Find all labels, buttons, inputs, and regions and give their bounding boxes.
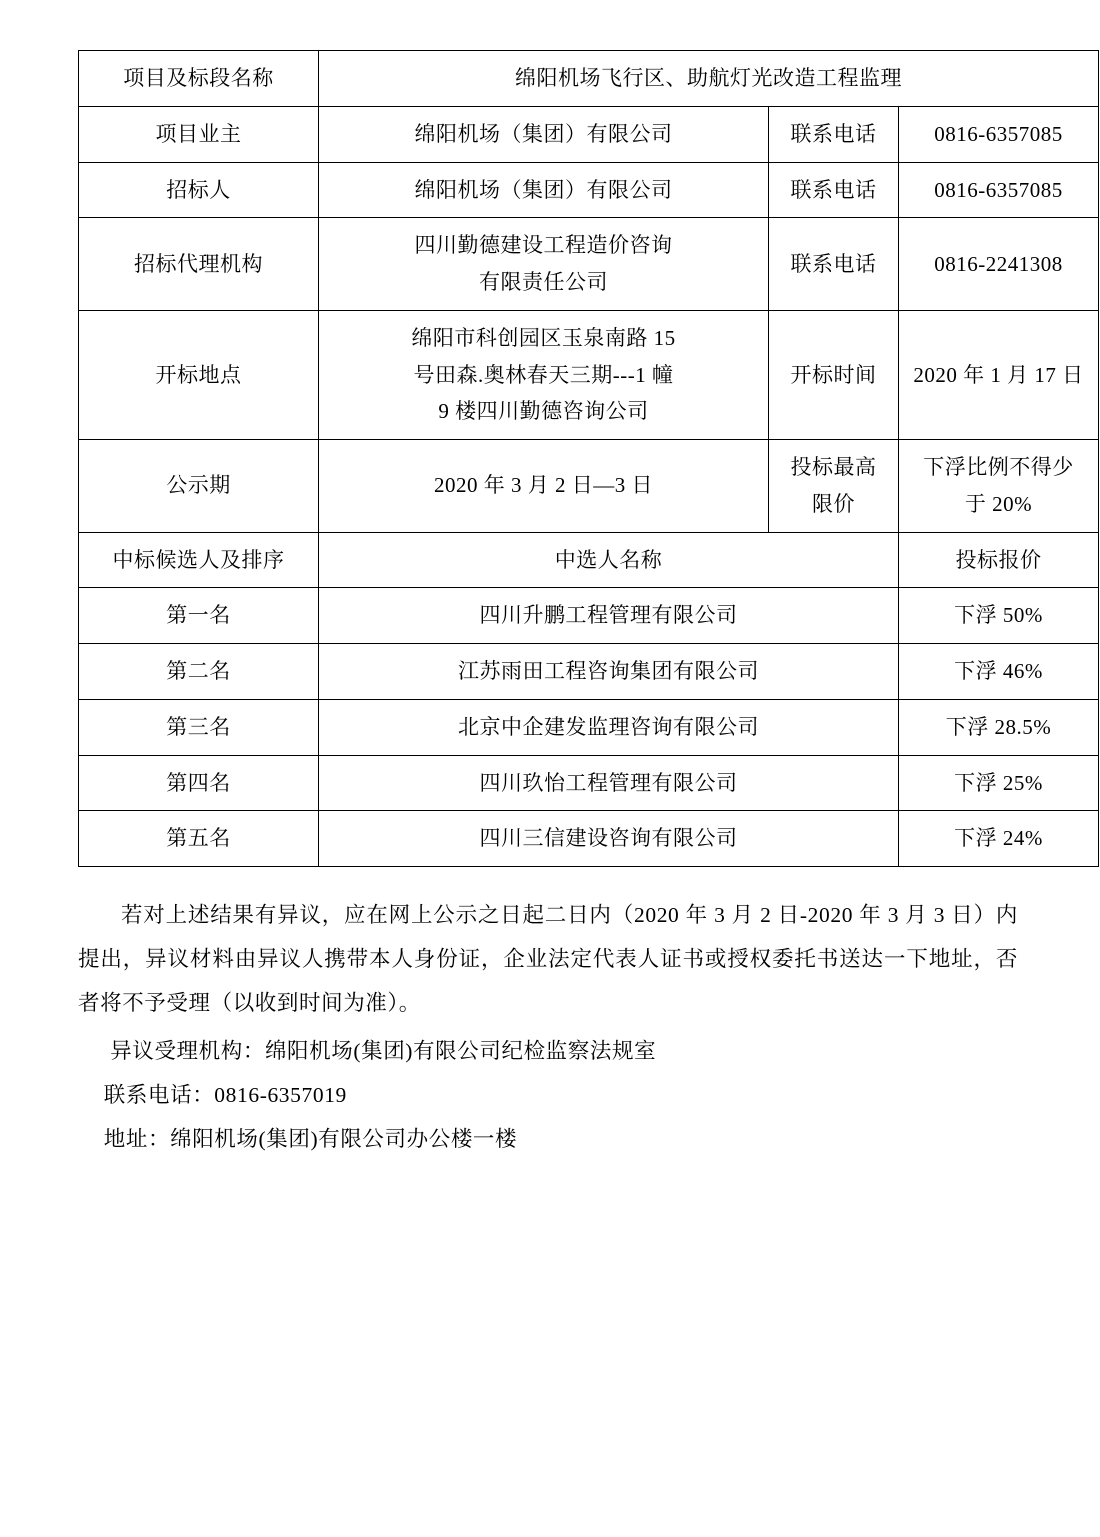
row-sub-value-line: 下浮比例不得少 bbox=[923, 455, 1074, 479]
bid-announcement-table bbox=[78, 50, 1099, 867]
row-label: 项目及标段名称 bbox=[79, 51, 319, 107]
candidate-rank: 第三名 bbox=[79, 699, 319, 755]
table-row bbox=[79, 644, 1099, 700]
row-sub-value: 0816-2241308 bbox=[899, 218, 1099, 311]
row-sub-value-line: 于 20% bbox=[964, 491, 1033, 516]
table-row bbox=[79, 218, 1099, 311]
candidate-price: 下浮 25% bbox=[899, 755, 1099, 811]
table-row bbox=[79, 588, 1099, 644]
candidate-price: 下浮 46% bbox=[899, 644, 1099, 700]
objection-org-line: 异议受理机构：绵阳机场(集团)有限公司纪检监察法规室 bbox=[110, 1039, 657, 1064]
candidate-rank: 第二名 bbox=[79, 644, 319, 700]
candidate-price: 下浮 28.5% bbox=[899, 699, 1099, 755]
candidate-price: 下浮 50% bbox=[899, 588, 1099, 644]
row-value bbox=[319, 218, 769, 311]
notes-section bbox=[78, 893, 1022, 1161]
table-row bbox=[79, 106, 1099, 162]
row-sub-label-line: 限价 bbox=[812, 491, 855, 516]
candidates-name-header: 中选人名称 bbox=[319, 532, 899, 588]
candidate-name: 北京中企建发监理咨询有限公司 bbox=[319, 699, 899, 755]
row-value: 绵阳机场（集团）有限公司 bbox=[319, 162, 769, 218]
objection-paragraph: 若对上述结果有异议，应在网上公示之日起二日内（2020 年 3 月 2 日-2020 年 3 月 3 日）内提出，异议材料由异议人携带本人身份证，企业法定代表人证书或授权委托书送达一下地址，否者将不予受理（以收到时间为准）。 bbox=[78, 903, 1019, 1016]
row-sub-label: 联系电话 bbox=[769, 106, 899, 162]
candidates-price-header: 投标报价 bbox=[899, 532, 1099, 588]
table-row bbox=[79, 811, 1099, 867]
row-sub-value: 0816-6357085 bbox=[899, 106, 1099, 162]
row-sub-label-line: 投标最高 bbox=[790, 455, 877, 479]
candidate-name: 四川三信建设咨询有限公司 bbox=[319, 811, 899, 867]
row-sub-value bbox=[899, 440, 1099, 533]
row-value bbox=[319, 310, 769, 439]
table-row bbox=[79, 310, 1099, 439]
candidate-price: 下浮 24% bbox=[899, 811, 1099, 867]
row-sub-value: 2020 年 1 月 17 日 bbox=[899, 310, 1099, 439]
table-row bbox=[79, 51, 1099, 107]
row-sub-label: 联系电话 bbox=[769, 218, 899, 311]
candidates-header-row bbox=[79, 532, 1099, 588]
row-value-line: 有限责任公司 bbox=[479, 270, 608, 294]
row-sub-value: 0816-6357085 bbox=[899, 162, 1099, 218]
candidate-rank: 第五名 bbox=[79, 811, 319, 867]
row-label: 公示期 bbox=[79, 440, 319, 533]
contact-address-line: 地址：绵阳机场(集团)有限公司办公楼一楼 bbox=[103, 1127, 518, 1152]
candidate-rank: 第一名 bbox=[79, 588, 319, 644]
row-value-line: 四川勤德建设工程造价咨询 bbox=[414, 233, 673, 258]
candidate-name: 四川升鹏工程管理有限公司 bbox=[319, 588, 899, 644]
row-label: 招标代理机构 bbox=[79, 218, 319, 311]
row-value-line: 绵阳市科创园区玉泉南路 15 bbox=[411, 325, 676, 350]
row-value-line: 9 楼四川勤德咨询公司 bbox=[438, 399, 649, 424]
row-label: 开标地点 bbox=[79, 310, 319, 439]
candidate-name: 四川玖怡工程管理有限公司 bbox=[319, 755, 899, 811]
row-sub-label: 开标时间 bbox=[769, 310, 899, 439]
row-value-line: 号田森.奥林春天三期---1 幢 bbox=[413, 362, 674, 387]
contact-phone-line: 联系电话：0816-6357019 bbox=[103, 1083, 347, 1108]
row-sub-label: 联系电话 bbox=[769, 162, 899, 218]
table-row bbox=[79, 162, 1099, 218]
row-value: 绵阳机场飞行区、助航灯光改造工程监理 bbox=[319, 51, 1099, 107]
row-value: 2020 年 3 月 2 日—3 日 bbox=[319, 440, 769, 533]
table-row bbox=[79, 755, 1099, 811]
candidates-rank-header: 中标候选人及排序 bbox=[79, 532, 319, 588]
row-sub-label bbox=[769, 440, 899, 533]
table-row bbox=[79, 699, 1099, 755]
candidate-rank: 第四名 bbox=[79, 755, 319, 811]
table-row bbox=[79, 440, 1099, 533]
row-value: 绵阳机场（集团）有限公司 bbox=[319, 106, 769, 162]
row-label: 项目业主 bbox=[79, 106, 319, 162]
candidate-name: 江苏雨田工程咨询集团有限公司 bbox=[319, 644, 899, 700]
row-label: 招标人 bbox=[79, 162, 319, 218]
